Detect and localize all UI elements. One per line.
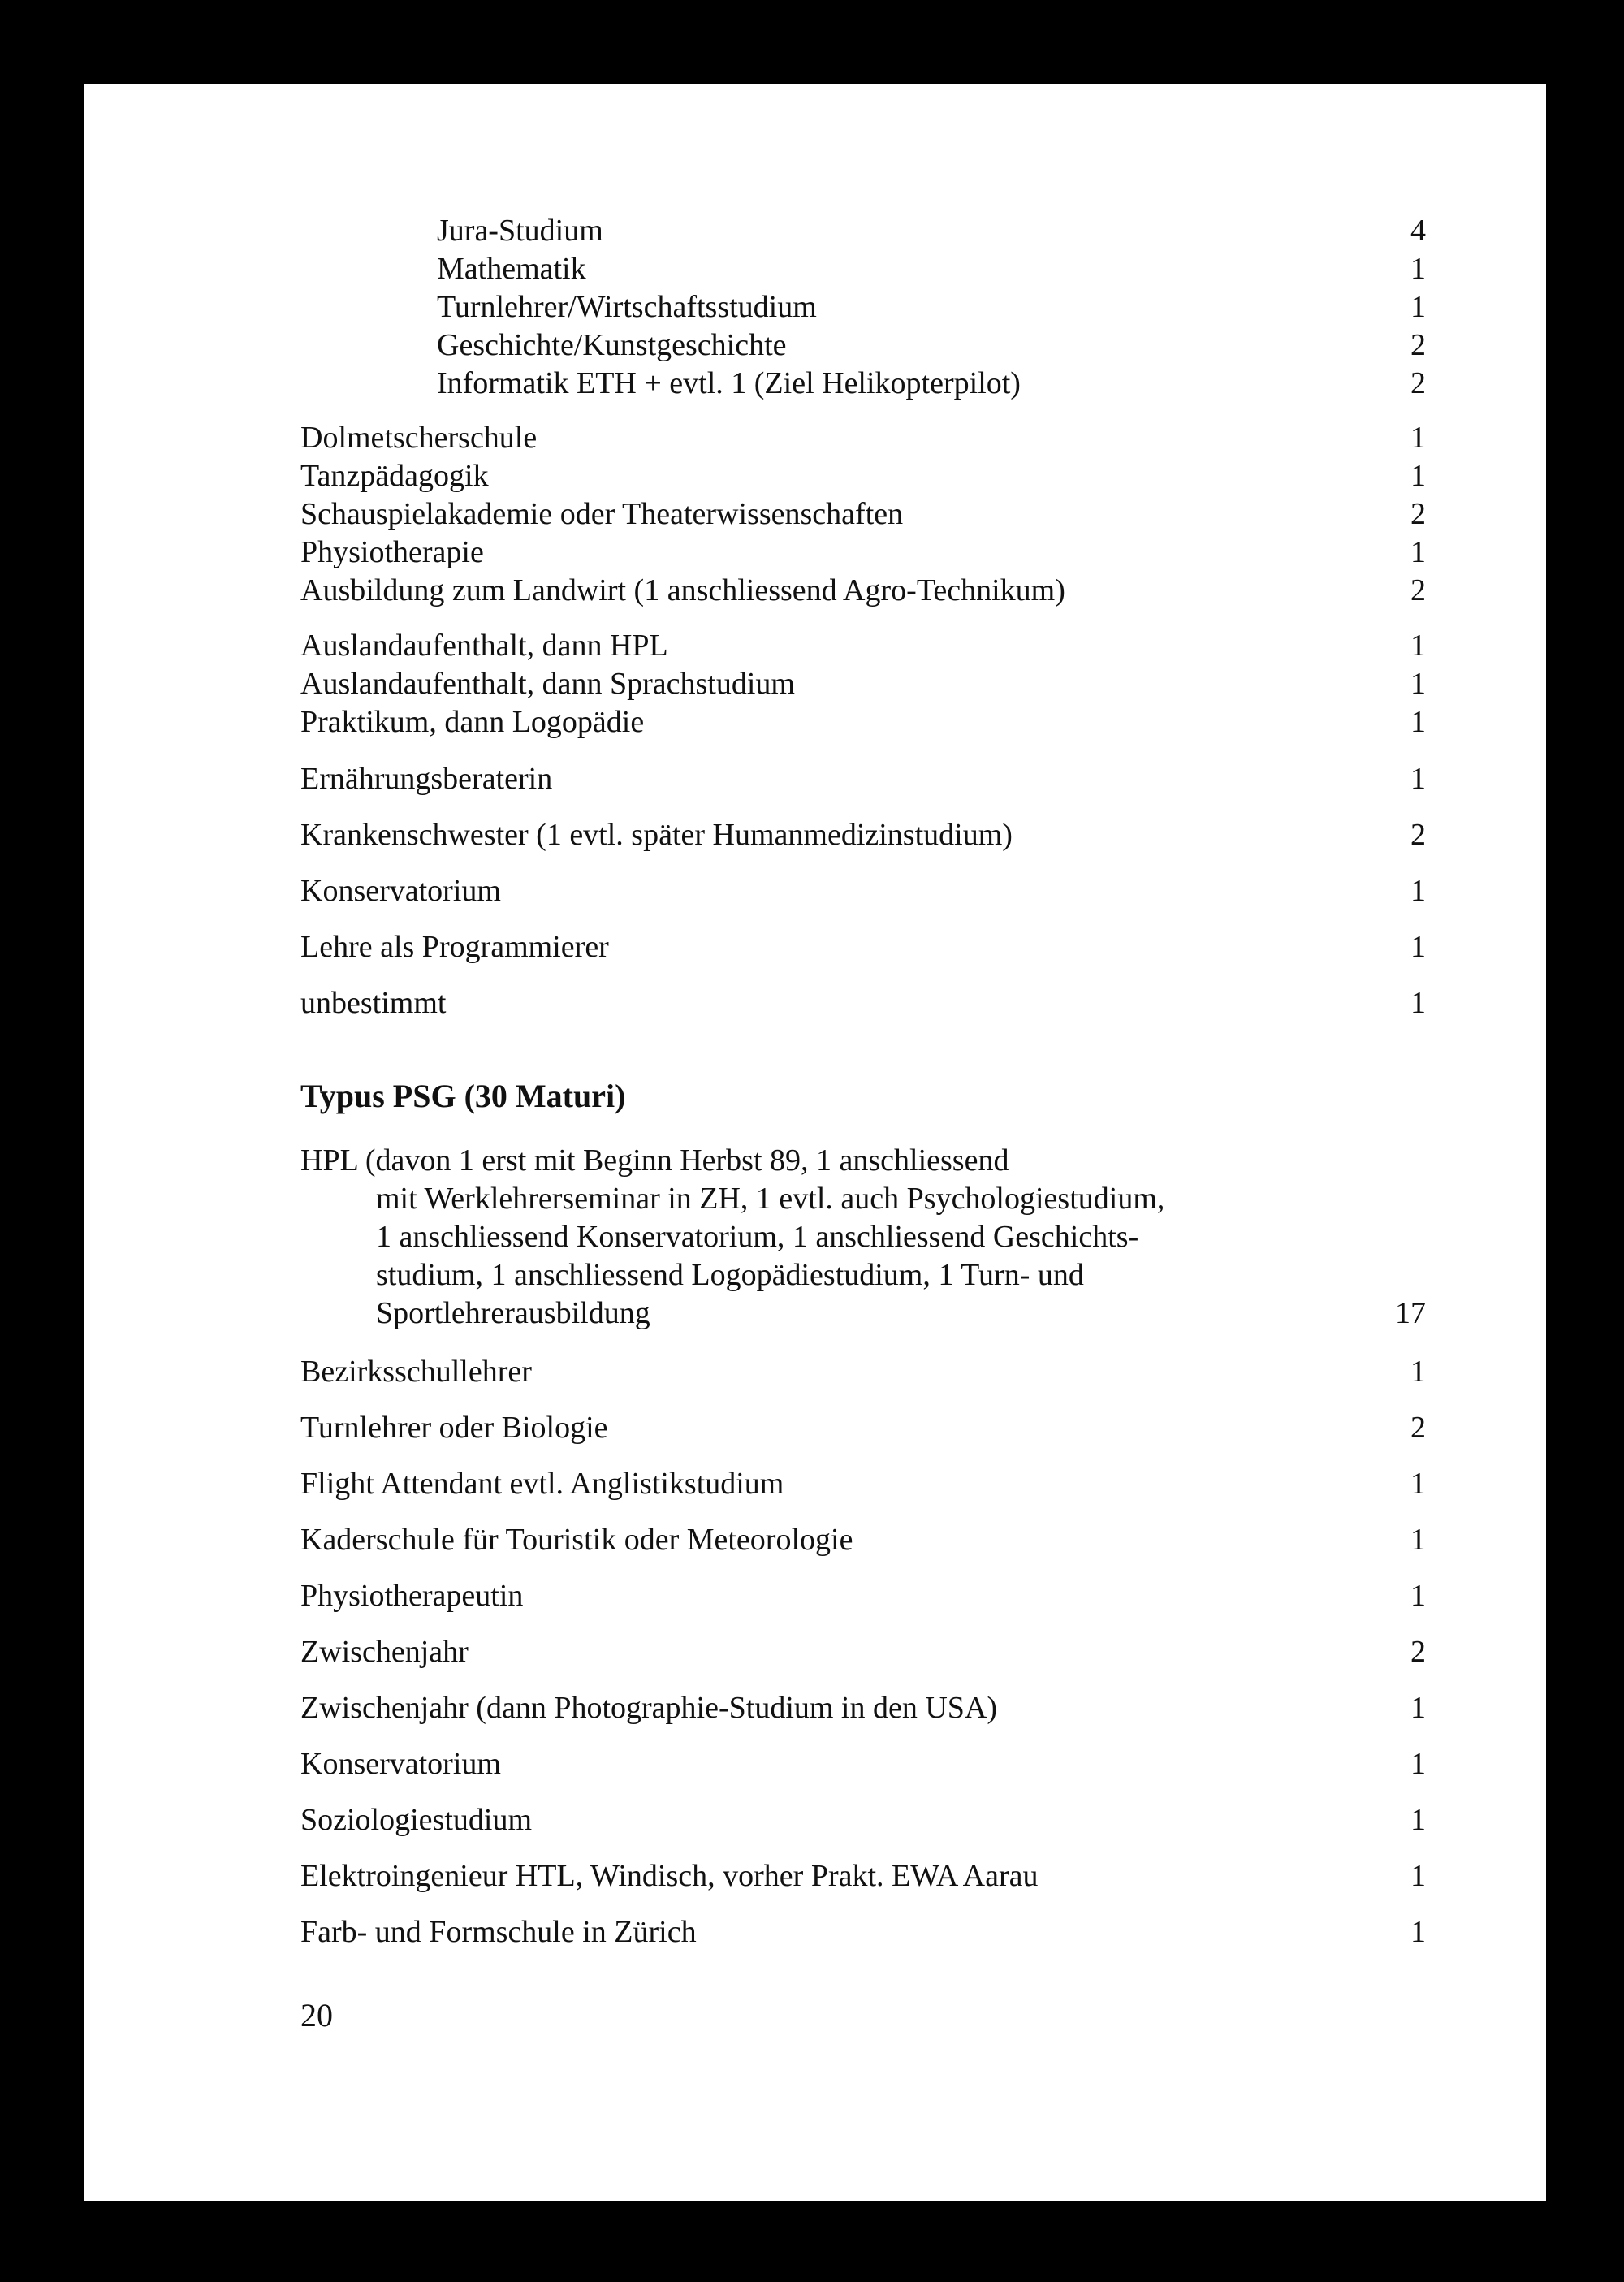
list-item	[84, 212, 1546, 249]
item-count: 1	[1410, 290, 1426, 324]
item-label: Zwischenjahr (dann Photographie-Studium in den USA)	[300, 1691, 998, 1725]
item-count: 1	[1410, 762, 1426, 796]
item-label: Jura-Studium	[437, 214, 603, 248]
item-count: 2	[1410, 818, 1426, 852]
item-label: Farb- und Formschule in Zürich	[300, 1915, 697, 1949]
item-label: Geschichte/Kunstgeschichte	[437, 328, 787, 362]
item-count: 1	[1410, 1467, 1426, 1501]
list-item	[84, 1745, 1546, 1783]
item-label: Ernährungsberaterin	[300, 762, 553, 796]
item-label: Dolmetscherschule	[300, 421, 538, 455]
list-item	[84, 1353, 1546, 1390]
hpl-line-text: 1 anschliessend Konservatorium, 1 anschliessend Geschichts-	[376, 1220, 1139, 1254]
list-item	[84, 1633, 1546, 1670]
item-label: Turnlehrer/Wirtschaftsstudium	[437, 290, 817, 324]
list-item	[84, 572, 1546, 609]
item-count: 2	[1410, 1635, 1426, 1669]
item-label: Auslandaufenthalt, dann Sprachstudium	[300, 667, 795, 701]
item-label: Krankenschwester (1 evtl. später Humanmedizinstudium)	[300, 818, 1013, 852]
item-label: Soziologiestudium	[300, 1803, 532, 1837]
list-item	[84, 703, 1546, 741]
list-item	[84, 326, 1546, 364]
list-item	[84, 288, 1546, 326]
item-label: Flight Attendant evtl. Anglistikstudium	[300, 1467, 784, 1501]
item-count: 1	[1410, 667, 1426, 701]
item-count: 1	[1410, 421, 1426, 455]
item-count: 1	[1410, 535, 1426, 569]
item-count: 1	[1410, 1915, 1426, 1949]
hpl-line	[84, 1218, 1546, 1256]
item-label: Kaderschule für Touristik oder Meteorologie	[300, 1523, 853, 1557]
item-count: 1	[1410, 252, 1426, 286]
item-label: Informatik ETH + evtl. 1 (Ziel Helikopterpilot)	[437, 366, 1021, 400]
item-label: Konservatorium	[300, 874, 501, 908]
hpl-line	[84, 1180, 1546, 1217]
list-item	[84, 984, 1546, 1022]
list-item	[84, 627, 1546, 664]
item-label: Turnlehrer oder Biologie	[300, 1411, 608, 1445]
item-count: 1	[1410, 705, 1426, 739]
item-label: Mathematik	[437, 252, 586, 286]
list-item	[84, 1465, 1546, 1502]
list-item	[84, 1577, 1546, 1614]
item-label: Physiotherapie	[300, 535, 484, 569]
item-count: 2	[1410, 497, 1426, 531]
item-count: 1	[1410, 930, 1426, 964]
section-heading: Typus PSG (30 Maturi)	[300, 1078, 626, 1114]
hpl-line-text: Sportlehrerausbildung	[376, 1296, 650, 1330]
item-count: 1	[1410, 1355, 1426, 1389]
list-item	[84, 1689, 1546, 1727]
list-item	[84, 457, 1546, 495]
item-label: Auslandaufenthalt, dann HPL	[300, 629, 668, 663]
hpl-line-text: mit Werklehrerseminar in ZH, 1 evtl. auch Psychologiestudium,	[376, 1182, 1165, 1216]
item-count: 1	[1410, 1579, 1426, 1613]
item-count: 2	[1410, 328, 1426, 362]
list-item	[84, 1521, 1546, 1558]
item-count: 1	[1410, 1691, 1426, 1725]
hpl-line-text: HPL (davon 1 erst mit Beginn Herbst 89, 1 anschliessend	[300, 1143, 1009, 1178]
list-item	[84, 816, 1546, 854]
item-label: Schauspielakademie oder Theaterwissenschaften	[300, 497, 904, 531]
item-count: 1	[1410, 629, 1426, 663]
list-item	[84, 250, 1546, 287]
list-item	[84, 928, 1546, 966]
list-item	[84, 872, 1546, 910]
item-count: 1	[1410, 1747, 1426, 1781]
list-item	[84, 1801, 1546, 1839]
item-label: Bezirksschullehrer	[300, 1355, 532, 1389]
item-count: 1	[1410, 459, 1426, 493]
hpl-line	[84, 1294, 1546, 1332]
item-label: Konservatorium	[300, 1747, 501, 1781]
item-label: Ausbildung zum Landwirt (1 anschliessend Agro-Technikum)	[300, 573, 1065, 607]
page-number: 20	[300, 1997, 333, 2033]
hpl-line	[84, 1256, 1546, 1294]
item-label: Praktikum, dann Logopädie	[300, 705, 645, 739]
hpl-count: 17	[1395, 1296, 1426, 1330]
item-label: Zwischenjahr	[300, 1635, 469, 1669]
list-item	[84, 419, 1546, 456]
list-item	[84, 760, 1546, 797]
item-label: Lehre als Programmierer	[300, 930, 609, 964]
list-item	[84, 665, 1546, 702]
item-label: unbestimmt	[300, 986, 447, 1020]
list-item	[84, 365, 1546, 402]
item-count: 4	[1410, 214, 1426, 248]
list-item	[84, 495, 1546, 533]
item-label: Physiotherapeutin	[300, 1579, 524, 1613]
item-count: 1	[1410, 1859, 1426, 1893]
item-count: 1	[1410, 986, 1426, 1020]
document-page	[84, 84, 1546, 2201]
item-count: 2	[1410, 366, 1426, 400]
list-item	[84, 1857, 1546, 1895]
item-count: 2	[1410, 573, 1426, 607]
list-item	[84, 534, 1546, 571]
item-label: Elektroingenieur HTL, Windisch, vorher Prakt. EWA Aarau	[300, 1859, 1039, 1893]
item-count: 2	[1410, 1411, 1426, 1445]
hpl-line	[84, 1142, 1546, 1179]
item-label: Tanzpädagogik	[300, 459, 489, 493]
list-item	[84, 1913, 1546, 1951]
hpl-line-text: studium, 1 anschliessend Logopädiestudium, 1 Turn- und	[376, 1258, 1084, 1292]
item-count: 1	[1410, 1803, 1426, 1837]
list-item	[84, 1409, 1546, 1446]
item-count: 1	[1410, 874, 1426, 908]
item-count: 1	[1410, 1523, 1426, 1557]
